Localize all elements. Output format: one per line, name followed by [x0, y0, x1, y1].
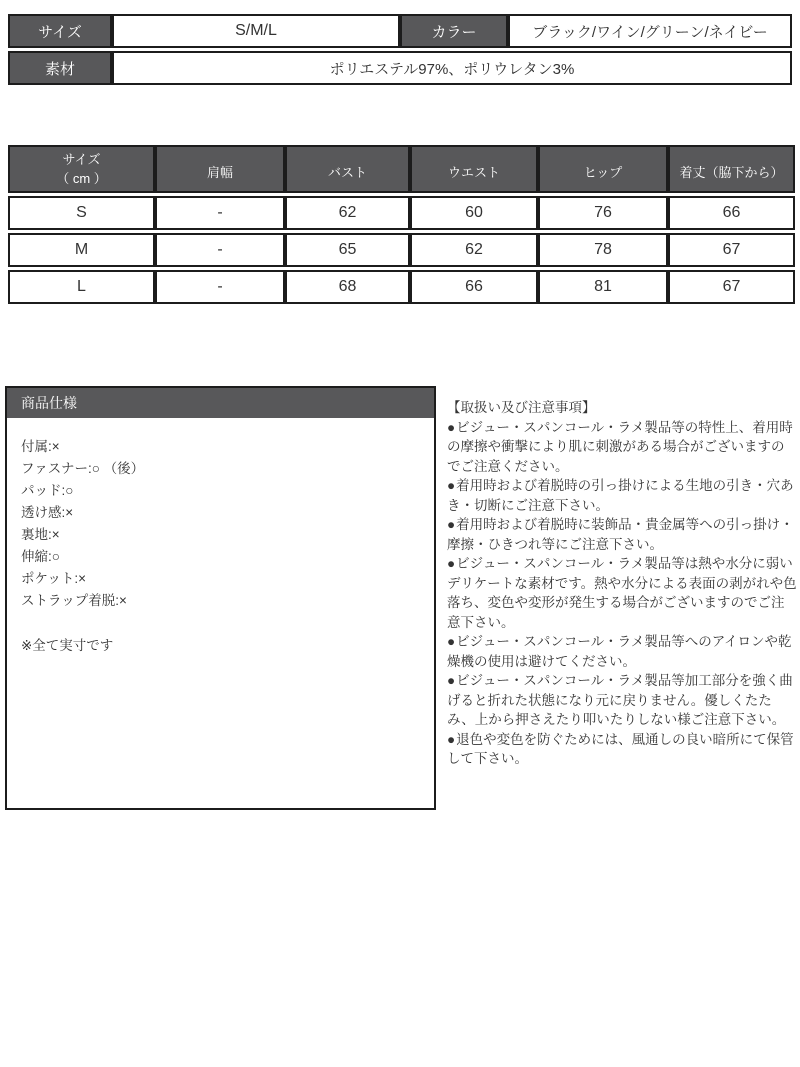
spec-item-sheerness: 透け感:×: [21, 505, 74, 520]
size-table-header-row: [8, 145, 795, 193]
cell-size: M: [8, 233, 155, 267]
care-note-text: ビジュー・スパンコール・ラメ製品等へのアイロンや乾燥機の使用は避けてください。: [447, 634, 792, 669]
spec-item-lining: 裏地:×: [21, 527, 60, 542]
bullet-icon: ●: [447, 556, 456, 571]
care-note-item: [447, 554, 797, 632]
header-waist: ウエスト: [410, 145, 538, 193]
cell-shoulder: -: [155, 196, 285, 230]
header-size-line1: サイズ: [62, 152, 101, 167]
care-note-item: [447, 476, 797, 515]
size-row-m: [8, 233, 795, 267]
size-label-cell: サイズ: [8, 14, 112, 48]
bullet-icon: ●: [447, 731, 456, 747]
color-value-cell: ブラック/ワイン/グリーン/ネイビー: [508, 14, 792, 48]
care-note-item: [447, 671, 797, 730]
care-notes: [447, 398, 797, 769]
header-hip: ヒップ: [538, 145, 668, 193]
color-label-cell: カラー: [400, 14, 508, 48]
material-value-cell: ポリエステル97%、ポリウレタン3%: [112, 51, 792, 85]
spec-item-pad: パッド:○: [21, 483, 74, 498]
header-length: 着丈（脇下から）: [668, 145, 795, 193]
header-bust: バスト: [285, 145, 410, 193]
cell-length: 67: [668, 233, 795, 267]
bullet-icon: ●: [447, 517, 456, 532]
spec-box-title: 商品仕様: [7, 388, 434, 418]
bullet-icon: ●: [447, 478, 456, 493]
spec-item-stretch: 伸縮:○: [21, 549, 60, 564]
header-size-line2: （ cm ）: [56, 171, 107, 186]
care-note-text: 着用時および着脱時に装飾品・貴金属等への引っ掛け・摩擦・ひきつれ等にご注意下さい。: [447, 517, 794, 552]
cell-bust: 62: [285, 196, 410, 230]
cell-waist: 60: [410, 196, 538, 230]
size-value-cell: S/M/L: [112, 14, 400, 48]
material-label-cell: 素材: [8, 51, 112, 85]
attribute-table: [8, 11, 792, 88]
care-note-item: [447, 632, 797, 671]
spec-box-body: [7, 418, 434, 657]
spec-item-pocket: ポケット:×: [21, 571, 86, 586]
cell-length: 66: [668, 196, 795, 230]
cell-waist: 62: [410, 233, 538, 267]
care-note-text: 退色や変色を防ぐためには、風通しの良い暗所にて保管して下さい。: [447, 731, 794, 766]
spec-item-strap: ストラップ着脱:×: [21, 593, 127, 608]
bullet-icon: ●: [447, 634, 456, 649]
cell-shoulder: -: [155, 233, 285, 267]
cell-bust: 68: [285, 270, 410, 304]
cell-size: S: [8, 196, 155, 230]
care-note-text: ビジュー・スパンコール・ラメ製品等の特性上、着用時の摩擦や衝撃により肌に刺激がある場合がございますのでご注意ください。: [447, 419, 793, 474]
spec-item-accessory: 付属:×: [21, 439, 60, 454]
care-note-item: [447, 730, 797, 769]
cell-hip: 78: [538, 233, 668, 267]
care-note-item: [447, 418, 797, 477]
bullet-icon: ●: [447, 419, 456, 435]
care-note-text: 着用時および着脱時の引っ掛けによる生地の引き・穴あき・切断にご注意下さい。: [447, 478, 794, 513]
cell-length: 67: [668, 270, 795, 304]
spec-actual-size-note: ※全て実寸です: [21, 638, 114, 653]
size-row-l: [8, 270, 795, 304]
care-note-text: ビジュー・スパンコール・ラメ製品等加工部分を強く曲げると折れた状態になり元に戻りません。優しくたたみ、上から押さえたり叩いたりしない様ご注意下さい。: [447, 673, 793, 727]
header-size-cm: [8, 145, 155, 193]
cell-hip: 76: [538, 196, 668, 230]
care-note-text: ビジュー・スパンコール・ラメ製品等は熱や水分に弱いデリケートな素材です。熱や水分による表面の剥がれや色落ち、変色や変形が発生する場合がございますのでご注意下さい。: [447, 556, 797, 630]
size-measurement-table: [8, 142, 795, 307]
material-row: [8, 51, 792, 85]
cell-waist: 66: [410, 270, 538, 304]
spec-item-fastener: ファスナー:○ （後）: [21, 461, 145, 476]
bullet-icon: ●: [447, 673, 456, 688]
cell-shoulder: -: [155, 270, 285, 304]
cell-bust: 65: [285, 233, 410, 267]
care-note-item: [447, 515, 797, 554]
care-notes-title: 【取扱い及び注意事項】: [447, 400, 596, 415]
size-row-s: [8, 196, 795, 230]
header-shoulder: 肩幅: [155, 145, 285, 193]
cell-size: L: [8, 270, 155, 304]
size-color-row: [8, 14, 792, 48]
cell-hip: 81: [538, 270, 668, 304]
product-spec-box: [5, 386, 436, 810]
